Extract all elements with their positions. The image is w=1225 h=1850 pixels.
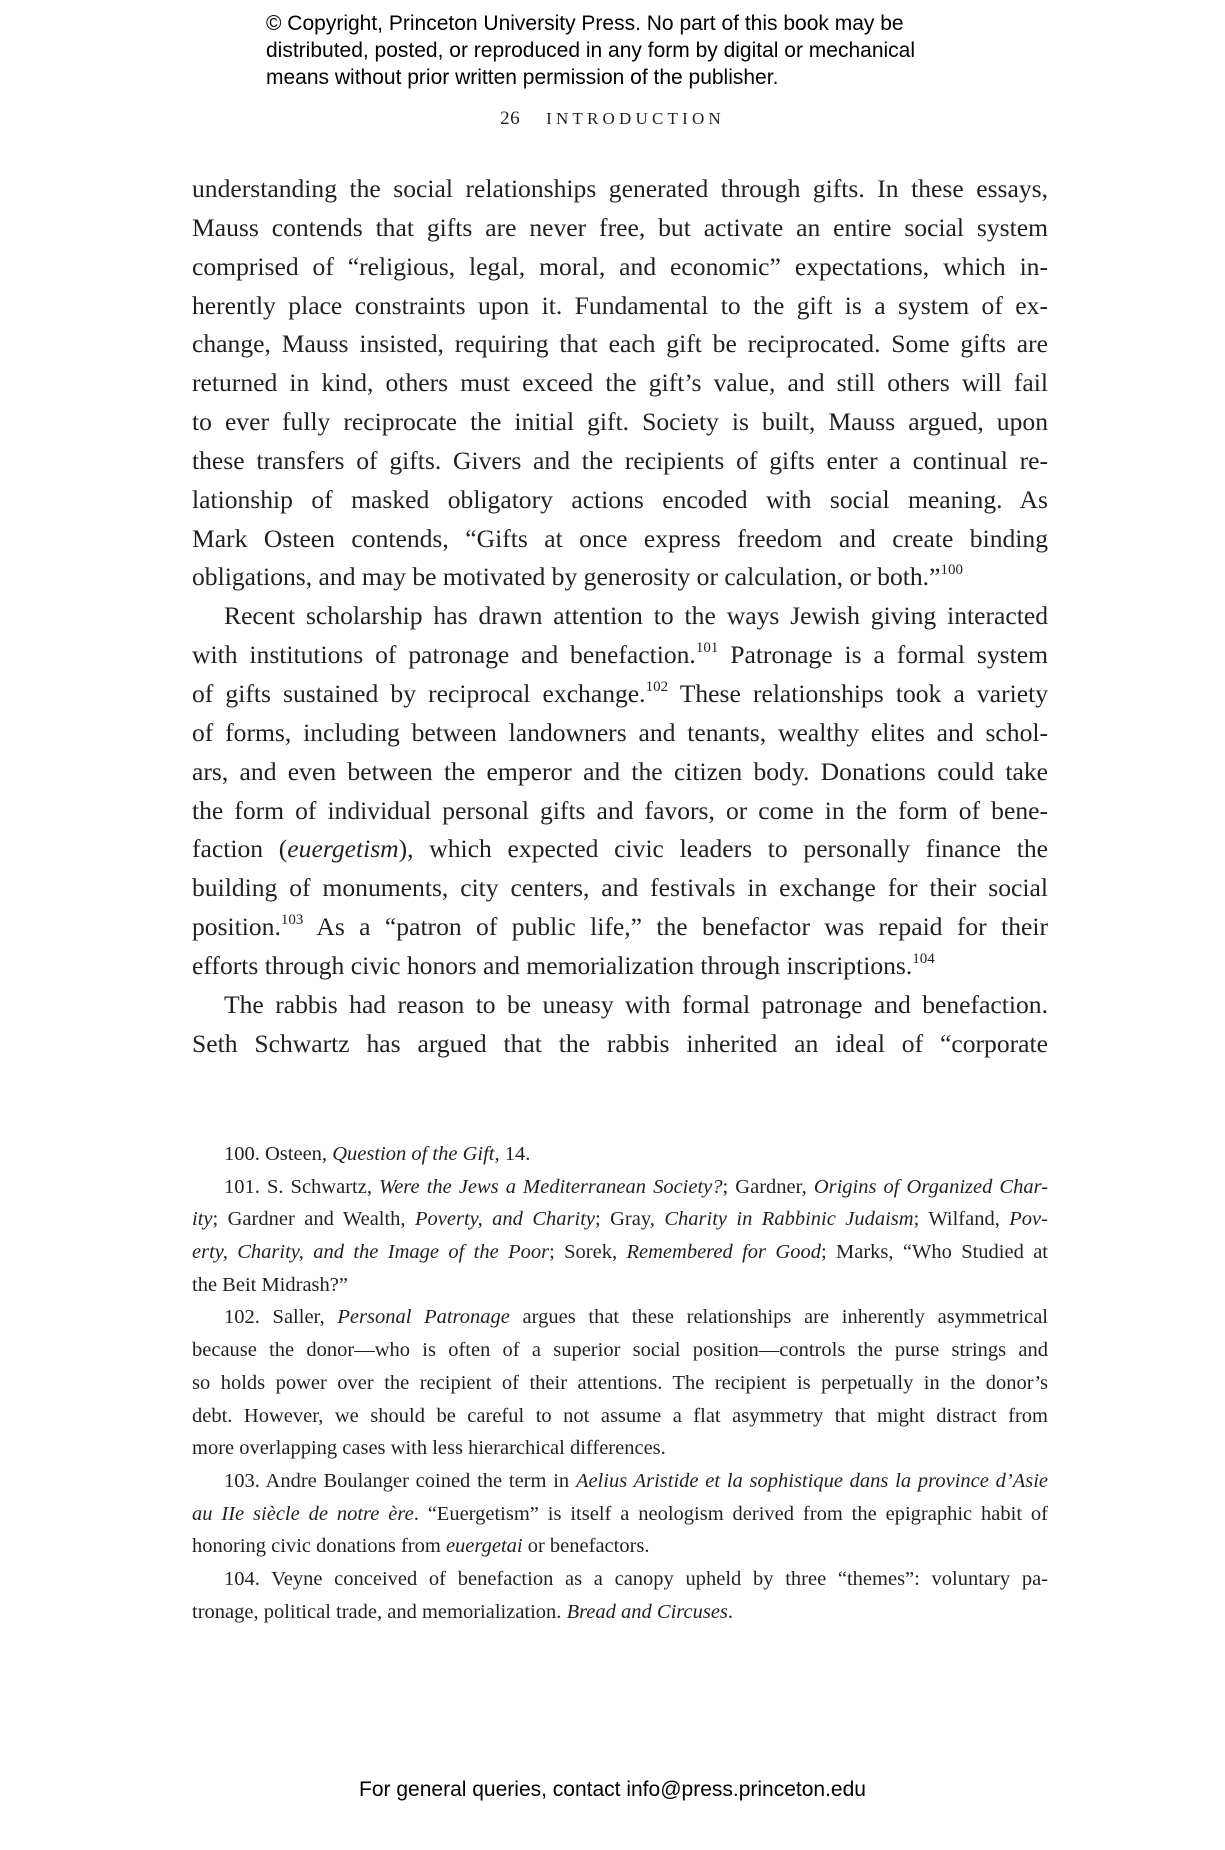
- italic-title: erty, Charity, and the Image of the Poor: [192, 1241, 550, 1264]
- italic-title: Question of the Gift: [332, 1143, 495, 1165]
- copyright-line: means without prior written permission of the publisher.: [266, 66, 779, 89]
- text-span: ; Gardner,: [722, 1175, 814, 1198]
- text-span: tronage, political trade, and memorialization.: [192, 1600, 567, 1623]
- footnote-100: [192, 1138, 1048, 1171]
- text-line: [192, 675, 1048, 714]
- footnote-line: [192, 1530, 1048, 1563]
- italic-title: Poverty, and Charity: [415, 1208, 595, 1231]
- text-line: of forms, including between landowners and tenants, wealthy elites and schol-: [192, 717, 1048, 747]
- footnote-103: [192, 1465, 1048, 1498]
- footnote-ref-104[interactable]: 104: [912, 950, 935, 967]
- running-head: [0, 108, 1225, 130]
- text-span: 101. S. Schwartz,: [224, 1175, 380, 1198]
- footnote-line: [192, 1596, 1048, 1629]
- copyright-line: © Copyright, Princeton University Press. No part of this book may be: [266, 12, 904, 35]
- italic-title: au IIe siècle de notre ère: [192, 1502, 414, 1525]
- text-line: The rabbis had reason to be uneasy with formal patronage and benefaction.: [224, 989, 1048, 1019]
- contact-footer: For general queries, contact info@press.princeton.edu: [359, 1778, 866, 1801]
- chapter-title: INTRODUCTION: [546, 109, 725, 128]
- text-line: building of monuments, city centers, and festivals in exchange for their social: [192, 873, 1048, 903]
- footnote-line: more overlapping cases with less hierarchical differences.: [192, 1437, 666, 1460]
- main-text: [192, 170, 1048, 1063]
- text-span: honoring civic donations from: [192, 1535, 446, 1558]
- italic-title: Remembered for Good: [626, 1241, 821, 1264]
- text-span: Patronage is a formal system: [718, 640, 1048, 670]
- footnote-101: [192, 1171, 1048, 1204]
- italic-title: Were the Jews a Mediterranean Society?: [379, 1175, 723, 1198]
- text-span: argues that these relationships are inherently asymmetrical: [509, 1306, 1048, 1329]
- italic-title: Charity in Rabbinic Judaism: [664, 1208, 914, 1231]
- footnote-ref-100[interactable]: 100: [940, 562, 963, 579]
- text-span: These relationships took a variety: [668, 678, 1048, 708]
- copyright-line: distributed, posted, or reproduced in any form by digital or mechanical: [266, 39, 916, 62]
- italic-title: Origins of Organized Char-: [813, 1175, 1048, 1198]
- text-line: to ever fully reciprocate the initial gift. Society is built, Mauss argued, upon: [192, 407, 1048, 437]
- text-span: or benefactors.: [522, 1535, 650, 1558]
- italic-title: ity: [192, 1208, 213, 1231]
- footnote-line: [192, 1498, 1048, 1531]
- text-span: As a “patron of public life,” the benefactor was repaid for their: [303, 912, 1048, 942]
- text-span: , 14.: [494, 1143, 531, 1165]
- text-span: faction (: [192, 834, 288, 864]
- text-line: [192, 908, 1048, 947]
- text-span: . “Euergetism” is itself a neologism derived from the epigraphic habit of: [413, 1502, 1048, 1525]
- text-line: change, Mauss insisted, requiring that each gift be reciprocated. Some gifts are: [192, 329, 1048, 359]
- text-line: the form of individual personal gifts and favors, or come in the form of bene-: [192, 795, 1048, 825]
- text-line: returned in kind, others must exceed the gift’s value, and still others will fail: [192, 368, 1048, 398]
- text-line: comprised of “religious, legal, moral, and economic” expectations, which in-: [192, 251, 1048, 281]
- text-span: ; Sorek,: [549, 1241, 627, 1264]
- text-span: ), which expected civic leaders to personally finance the: [398, 834, 1048, 864]
- text-span: .: [727, 1600, 734, 1623]
- footnote-ref-103[interactable]: 103: [280, 912, 304, 929]
- text-line: understanding the social relationships generated through gifts. In these essays,: [192, 174, 1048, 203]
- text-span: ; Gray,: [595, 1208, 665, 1231]
- text-span: ; Gardner and Wealth,: [212, 1208, 415, 1231]
- text-span: 103. Andre Boulanger coined the term in: [224, 1469, 576, 1492]
- footnote-line: so holds power over the recipient of their attentions. The recipient is perpetually in the donor’s: [192, 1371, 1048, 1394]
- text-line: Mark Osteen contends, “Gifts at once express freedom and create binding: [192, 523, 1048, 553]
- page-number: 26: [500, 108, 521, 129]
- footnote-ref-102[interactable]: 102: [645, 678, 669, 695]
- footnote-line: [192, 1236, 1048, 1269]
- text-line: Mauss contends that gifts are never free, but activate an entire social system: [192, 212, 1048, 242]
- text-line: [192, 558, 1048, 597]
- italic-title: Bread and Circuses: [566, 1600, 728, 1623]
- text-line: herently place constraints upon it. Fundamental to the gift is a system of ex-: [192, 290, 1048, 320]
- footnote-102: [192, 1301, 1048, 1334]
- text-line: ars, and even between the emperor and the citizen body. Donations could take: [192, 756, 1048, 786]
- text-span: 100. Osteen,: [224, 1143, 333, 1165]
- italic-term: euergetism: [287, 834, 399, 864]
- footnote-line: the Beit Midrash?”: [192, 1273, 348, 1296]
- text-span: obligations, and may be motivated by generosity or calculation, or both.”: [192, 562, 941, 592]
- text-line: [192, 947, 1048, 986]
- text-line: Seth Schwartz has argued that the rabbis inherited an ideal of “corporate: [192, 1028, 1048, 1058]
- text-span: ; Wilfand,: [913, 1208, 1010, 1231]
- footnote-ref-101[interactable]: 101: [695, 640, 719, 657]
- text-span: position.: [192, 912, 281, 942]
- text-span: with institutions of patronage and benefaction.: [192, 640, 696, 670]
- footnote-line: debt. However, we should be careful to not assume a flat asymmetry that might distract from: [192, 1404, 1048, 1427]
- italic-title: Aelius Aristide et la sophistique dans la province d’Asie: [575, 1469, 1048, 1492]
- text-span: of gifts sustained by reciprocal exchange.: [192, 678, 646, 708]
- copyright-notice: [266, 10, 986, 91]
- text-line: [192, 636, 1048, 675]
- text-line: lationship of masked obligatory actions encoded with social meaning. As: [192, 484, 1048, 514]
- footnotes: [192, 1138, 1048, 1628]
- text-span: 102. Saller,: [224, 1306, 338, 1329]
- footnote-104: 104. Veyne conceived of benefaction as a canopy upheld by three “themes”: voluntary pa-: [224, 1567, 1048, 1590]
- text-line: [192, 830, 1048, 869]
- italic-title: Personal Patronage: [337, 1306, 510, 1329]
- italic-title: Pov-: [1009, 1208, 1048, 1231]
- text-span: ; Marks, “Who Studied at: [820, 1241, 1049, 1264]
- italic-term: euergetai: [445, 1535, 523, 1558]
- text-line: these transfers of gifts. Givers and the recipients of gifts enter a continual re-: [192, 445, 1048, 475]
- text-span: efforts through civic honors and memorialization through inscriptions.: [192, 950, 913, 980]
- footnote-line: because the donor—who is often of a superior social position—controls the purse strings and: [192, 1339, 1048, 1362]
- footnote-line: [192, 1203, 1048, 1236]
- text-line: Recent scholarship has drawn attention to the ways Jewish giving interacted: [224, 601, 1048, 631]
